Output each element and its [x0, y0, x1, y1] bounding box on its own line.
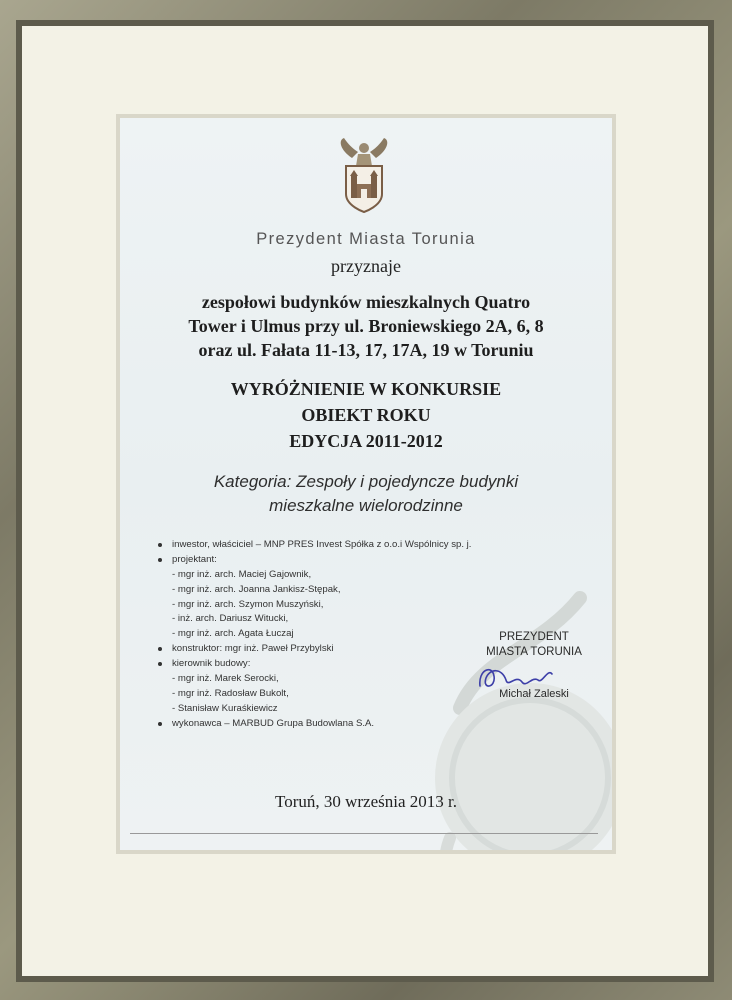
award-line: OBIEKT ROKU	[301, 405, 431, 425]
site-manager-item: - Stanisław Kuraśkiewicz	[172, 702, 278, 714]
designer-item: - mgr inż. arch. Maciej Gajownik,	[172, 568, 312, 580]
award-title-block	[120, 376, 612, 454]
category-line: mieszkalne wielorodzinne	[269, 496, 463, 515]
recipient-line: Tower i Ulmus przy ul. Broniewskiego 2A, 6, 8	[188, 316, 544, 336]
designer-item: - mgr inż. arch. Szymon Muszyński,	[172, 598, 324, 610]
recipient-line: oraz ul. Fałata 11-13, 17, 17A, 19 w Toruniu	[198, 340, 534, 360]
awards-verb: przyznaje	[331, 256, 401, 276]
category-block	[120, 470, 612, 518]
designer-item: - mgr inż. arch. Agata Łuczaj	[172, 628, 294, 640]
bullet-icon	[158, 647, 162, 651]
award-line: EDYCJA 2011-2012	[289, 431, 443, 451]
designer-item: - mgr inż. arch. Joanna Jankisz-Stępak,	[172, 583, 341, 595]
credit-site-manager-heading: kierownik budowy:	[158, 657, 518, 672]
site-manager-item: - mgr inż. Marek Serocki,	[172, 673, 279, 685]
recipient-block	[120, 290, 612, 362]
signatory-name: Michał Zaleski	[499, 688, 569, 700]
place-and-date: Toruń, 30 września 2013 r.	[275, 792, 457, 811]
bullet-icon	[158, 722, 162, 726]
certificate-document	[120, 118, 612, 850]
handwritten-signature-icon	[472, 660, 582, 694]
signature-block	[464, 630, 604, 700]
credit-constructor: konstruktor: mgr inż. Paweł Przybylski	[158, 642, 518, 657]
designer-item: - inż. arch. Dariusz Witucki,	[172, 613, 289, 625]
credit-investor: inwestor, właściciel – MNP PRES Invest Spółka z o.o.i Wspólnicy sp. j.	[158, 538, 518, 553]
bullet-icon	[158, 662, 162, 666]
site-manager-item: - mgr inż. Radosław Bukolt,	[172, 687, 289, 699]
bullet-icon	[158, 543, 162, 547]
recipient-line: zespołowi budynków mieszkalnych Quatro	[201, 292, 531, 312]
signature-title-line: PREZYDENT	[499, 631, 569, 643]
category-line: Kategoria: Zespoły i pojedyncze budynki	[213, 472, 519, 491]
award-line: WYRÓŻNIENIE W KONKURSIE	[230, 379, 502, 399]
signature-title-line: MIASTA TORUNIA	[486, 646, 582, 658]
bullet-icon	[158, 558, 162, 562]
issuer-title: Prezydent Miasta Torunia	[256, 230, 476, 248]
credit-contractor: wykonawca – MARBUD Grupa Budowlana S.A.	[158, 717, 518, 732]
bottom-rule-divider	[130, 833, 598, 834]
torun-coat-of-arms-icon	[334, 136, 394, 214]
credit-designer-heading: projektant:	[158, 553, 518, 568]
